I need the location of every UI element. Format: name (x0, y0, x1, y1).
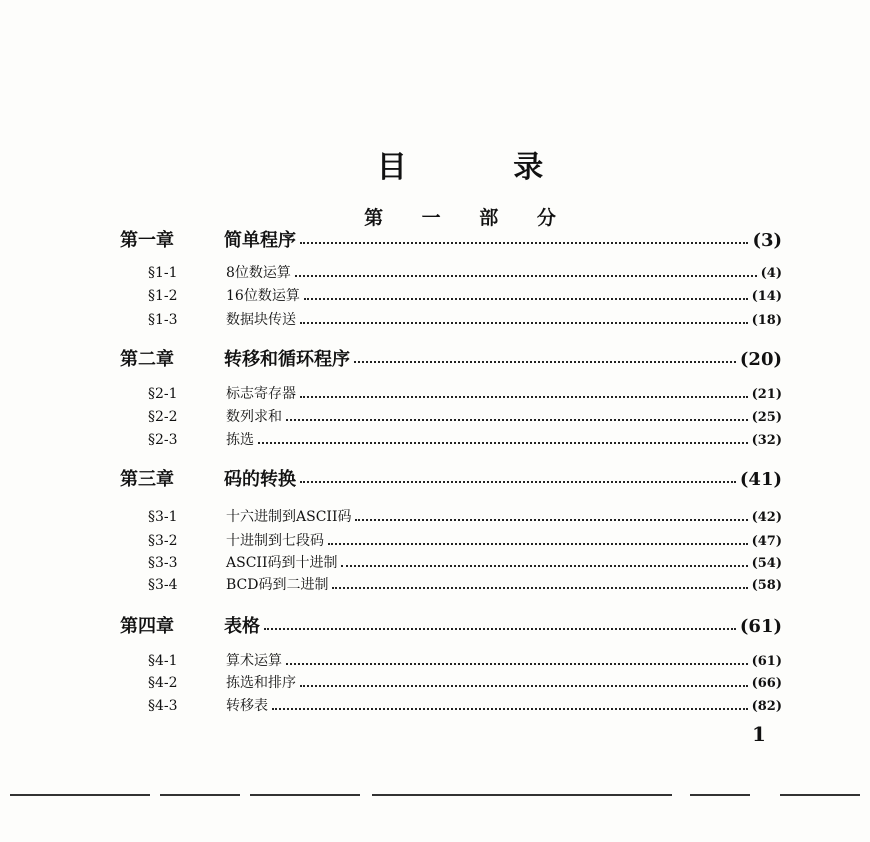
dot-leader (300, 685, 748, 687)
dot-leader (300, 481, 736, 483)
dot-leader (264, 628, 736, 630)
page-reference: (54) (751, 556, 782, 571)
section-number: §3-2 (148, 533, 178, 549)
page-reference: (42) (751, 510, 782, 525)
chapter-title: 简单程序 (224, 230, 296, 251)
section-title: ASCII码到十进制 (226, 555, 338, 571)
page-reference: (18) (751, 313, 782, 328)
dot-leader (341, 565, 747, 567)
dot-leader (300, 396, 748, 398)
toc-section-row (148, 429, 782, 449)
page-reference: (14) (751, 289, 782, 304)
section-title: 算术运算 (226, 653, 282, 669)
section-number: §2-3 (148, 432, 178, 448)
section-title: 数列求和 (226, 409, 282, 425)
page-reference: (20) (739, 349, 782, 370)
toc-chapter-row (120, 612, 782, 638)
page-reference: (61) (739, 616, 782, 637)
part-heading: 第 一 部 分 (364, 207, 572, 229)
section-number: §2-1 (148, 386, 178, 402)
toc-section-row (148, 672, 782, 692)
chapter-number: 第一章 (120, 230, 174, 251)
section-number: §1-1 (148, 265, 178, 281)
dot-leader (286, 663, 748, 665)
page-reference: (21) (751, 387, 782, 402)
section-number: §3-1 (148, 509, 178, 525)
section-number: §4-2 (148, 675, 178, 691)
page-reference: (4) (760, 266, 782, 281)
dot-leader (300, 322, 748, 324)
dot-leader (328, 543, 748, 545)
page-reference: (41) (739, 469, 782, 490)
toc-chapter-row (120, 465, 782, 491)
dot-leader (354, 361, 736, 363)
page-reference: (25) (751, 410, 782, 425)
section-number: §2-2 (148, 409, 178, 425)
toc-section-row (148, 383, 782, 403)
section-title: 拣选和排序 (226, 675, 296, 691)
page-reference: (32) (751, 433, 782, 448)
scan-edge-line (0, 794, 870, 800)
section-title: 十进制到七段码 (226, 533, 324, 549)
section-title: 8位数运算 (226, 265, 291, 281)
toc-section-row (148, 262, 782, 282)
page-number: 1 (752, 722, 766, 746)
dot-leader (295, 275, 757, 277)
toc-section-row (148, 530, 782, 550)
dot-leader (355, 519, 747, 521)
chapter-title: 码的转换 (224, 469, 296, 490)
page-reference: (3) (752, 230, 782, 251)
chapter-title: 表格 (224, 616, 260, 637)
section-title: BCD码到二进制 (226, 577, 329, 593)
page-reference: (66) (751, 676, 782, 691)
section-number: §3-4 (148, 577, 178, 593)
dot-leader (332, 587, 747, 589)
section-title: 转移表 (226, 698, 268, 714)
page-reference: (58) (751, 578, 782, 593)
section-title: 十六进制到ASCII码 (226, 509, 352, 525)
page-reference: (47) (751, 534, 782, 549)
dot-leader (272, 708, 748, 710)
section-number: §1-2 (148, 288, 178, 304)
dot-leader (300, 242, 748, 244)
toc-section-row (148, 506, 782, 526)
section-title: 16位数运算 (226, 288, 300, 304)
toc-section-row (148, 285, 782, 305)
section-number: §4-3 (148, 698, 178, 714)
page-reference: (82) (751, 699, 782, 714)
toc-section-row (148, 552, 782, 572)
toc-chapter-row (120, 345, 782, 371)
page-title: 目 录 (376, 150, 592, 185)
section-number: §4-1 (148, 653, 178, 669)
section-number: §1-3 (148, 312, 178, 328)
section-title: 拣选 (226, 432, 254, 448)
dot-leader (286, 419, 748, 421)
chapter-number: 第四章 (120, 616, 174, 637)
dot-leader (304, 298, 748, 300)
toc-section-row (148, 650, 782, 670)
section-number: §3-3 (148, 555, 178, 571)
toc-section-row (148, 406, 782, 426)
toc-chapter-row (120, 226, 782, 252)
chapter-number: 第三章 (120, 469, 174, 490)
page-reference: (61) (751, 654, 782, 669)
chapter-title: 转移和循环程序 (224, 349, 350, 370)
dot-leader (258, 442, 748, 444)
chapter-number: 第二章 (120, 349, 174, 370)
toc-section-row (148, 695, 782, 715)
toc-section-row (148, 309, 782, 329)
section-title: 数据块传送 (226, 312, 296, 328)
section-title: 标志寄存器 (226, 386, 296, 402)
toc-section-row (148, 574, 782, 594)
